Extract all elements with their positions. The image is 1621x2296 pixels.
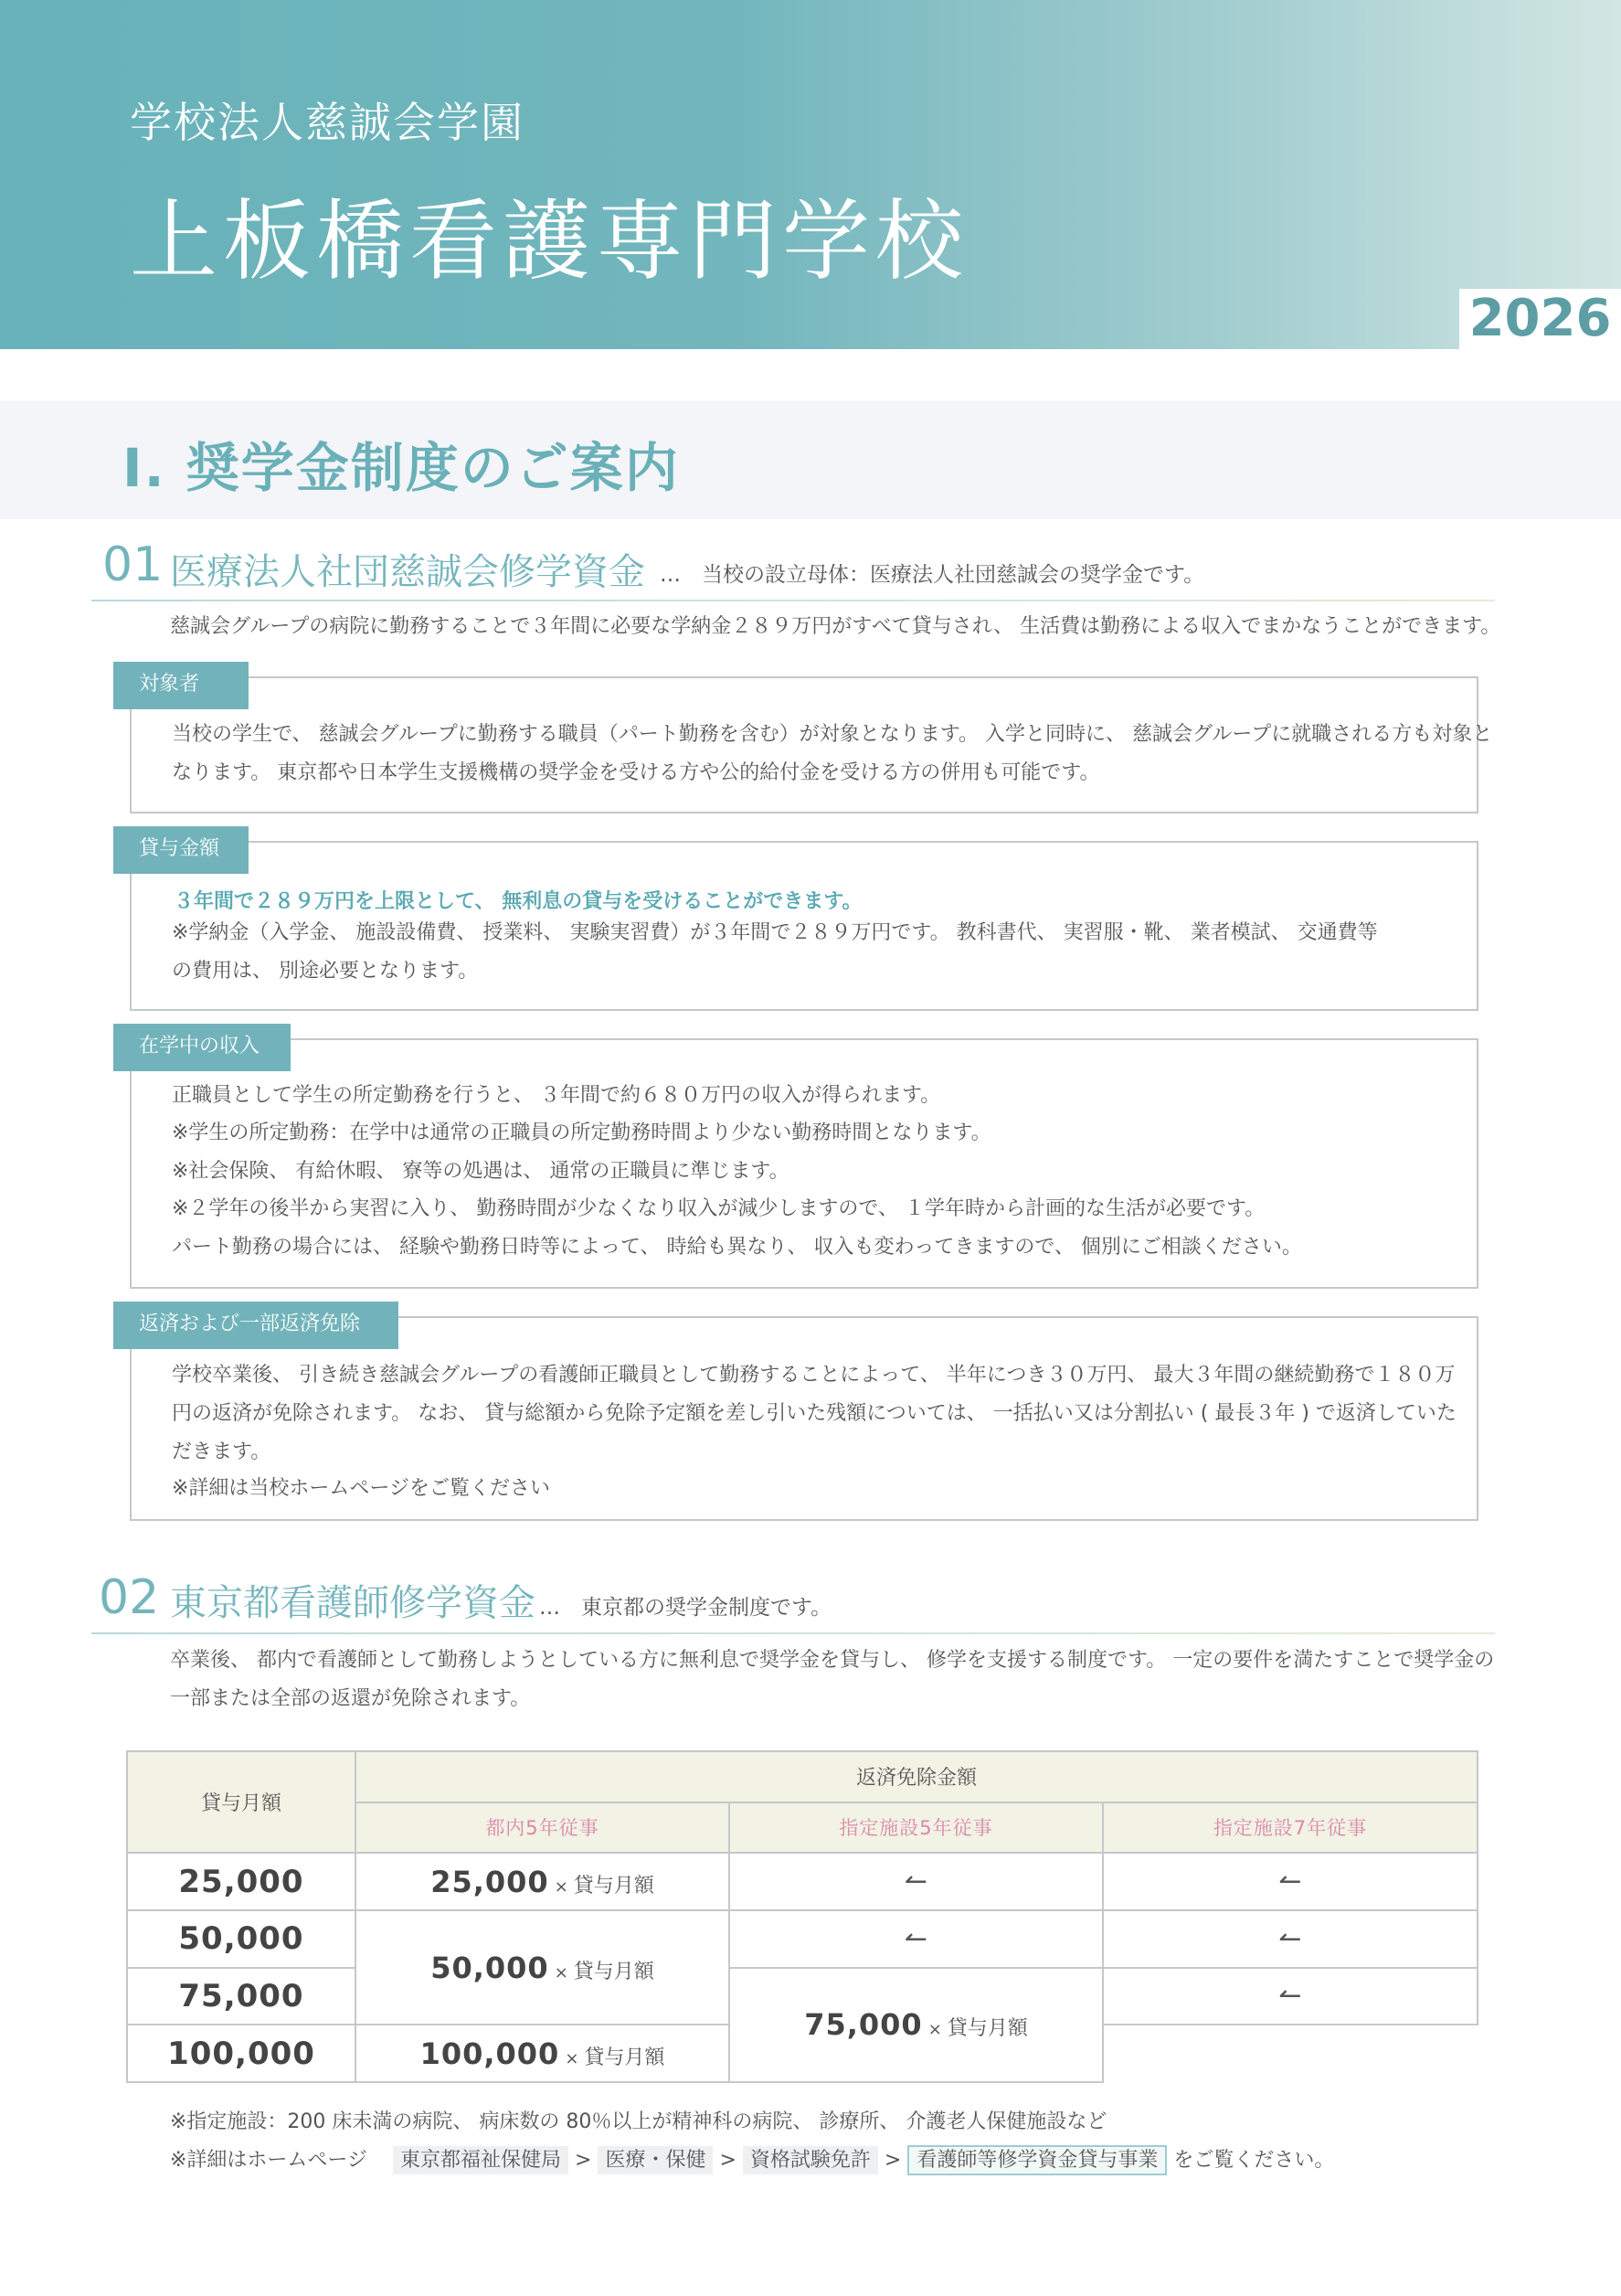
detail-prefix: ※詳細はホームページ <box>170 2149 367 2172</box>
formula-unit: 貸与月額 <box>573 1874 654 1897</box>
breadcrumb-separator: > <box>884 2149 902 2172</box>
loan-amount-highlight: ３年間で２８９万円を上限として、 無利息の貸与を受けることができます。 <box>174 890 863 913</box>
formula-amount: 50,000 <box>430 1950 549 1985</box>
ditto-mark <box>729 1910 1103 1968</box>
subsection-number-02: 02 <box>99 1570 160 1625</box>
eligibility-line: なります。 東京都や日本学生支援機構の奨学金を受ける方や公的給付金を受ける方の併用も可能です。 <box>172 761 1100 784</box>
ditto-arrow-icon: ↼ <box>1278 1866 1302 1898</box>
subsection-rule-02 <box>91 1632 1495 1634</box>
monthly-amount: 50,000 <box>127 1910 355 1968</box>
breadcrumb-separator: > <box>575 2149 592 2172</box>
formula-amount: 100,000 <box>419 2036 560 2071</box>
repayment-line: だきます。 <box>172 1440 271 1463</box>
header-facility-7yr: 指定施設7年従事 <box>1103 1802 1478 1854</box>
eligibility-line: 当校の学生で、 慈誠会グループに勤務する職員（パート勤務を含む）が対象となります。 入学と同時に、 慈誠会グループに就職される方も対象と <box>172 723 1493 746</box>
income-line: ※社会保険、 有給休暇、 寮等の処遇は、 通常の正職員に準じます。 <box>172 1160 789 1183</box>
loan-amount-line: の費用は、 別途必要となります。 <box>172 960 479 983</box>
income-line: 正職員として学生の所定勤務を行うと、 ３年間で約６８０万円の収入が得られます。 <box>172 1084 941 1107</box>
breadcrumb-item[interactable]: 医療・保健 <box>598 2146 713 2174</box>
breadcrumb-separator: > <box>719 2149 736 2172</box>
ditto-arrow-icon: ↼ <box>1278 1980 1302 2013</box>
income-line: パート勤務の場合には、 経験や勤務日時等によって、 時給も異なり、 収入も変わってきますので、 個別にご相談ください。 <box>172 1236 1302 1259</box>
repayment-tag: 返済および一部返済免除 <box>113 1302 398 1349</box>
section-title: Ⅰ. 奨学金制度のご案内 <box>122 437 680 499</box>
header-monthly-loan: 貸与月額 <box>127 1751 355 1853</box>
repayment-line: ※詳細は当校ホームページをご覧ください <box>172 1477 550 1500</box>
exemption-table <box>126 1750 1478 2083</box>
detail-suffix: をご覧ください。 <box>1173 2149 1335 2172</box>
breadcrumb-current[interactable]: 看護師等修学資金貸与事業 <box>907 2145 1167 2175</box>
subsection-title-02: 東京都看護師修学資金 <box>170 1582 535 1624</box>
breadcrumb-item[interactable]: 東京都福祉保健局 <box>393 2146 568 2174</box>
year-badge: 2026 <box>1459 289 1621 349</box>
repayment-line: 学校卒業後、 引き続き慈誠会グループの看護師正職員として勤務することによって、 半年につき３０万円、 最大３年間の継続勤務で１８０万 <box>172 1364 1456 1387</box>
exemption-formula <box>355 1910 729 2025</box>
ditto-mark <box>729 1853 1103 1910</box>
loan-amount-line: ※学納金（入学金、 施設設備費、 授業料、 実験実習費）が３年間で２８９万円です。 教科書代、 実習服・靴、 業者模試、 交通費等 <box>172 921 1378 944</box>
header-exemption-amount: 返済免除金額 <box>355 1751 1478 1802</box>
ditto-arrow-icon: ↼ <box>904 1866 928 1898</box>
monthly-amount: 100,000 <box>127 2025 355 2082</box>
loan-amount-tag: 貸与金額 <box>113 826 249 874</box>
times-symbol: × <box>565 2048 579 2068</box>
ditto-arrow-icon: ↼ <box>1278 1922 1302 1955</box>
ditto-mark <box>1103 1910 1478 1968</box>
intro-02-line: 一部または全部の返還が免除されます。 <box>170 1687 531 1710</box>
repayment-line: 円の返済が免除されます。 なお、 貸与総額から免除予定額を差し引いた残額については、 一括払い又は分割払い ( 最長３年 ) で返済していた <box>172 1402 1457 1425</box>
times-symbol: × <box>554 1962 568 1982</box>
facility-note: ※指定施設：200 床未満の病院、 病床数の 80％以上が精神科の病院、 診療所、 介護老人保健施設など <box>170 2110 1107 2133</box>
intro-02-line: 卒業後、 都内で看護師として勤務しようとしている方に無利息で奨学金を貸与し、 修学を支援する制度です。 一定の要件を満たすことで奨学金の <box>170 1649 1495 1672</box>
formula-unit: 貸与月額 <box>584 2046 665 2069</box>
ditto-mark <box>1103 1968 1478 2025</box>
income-line: ※学生の所定勤務：在学中は通常の正職員の所定勤務時間より少ない勤務時間となります。 <box>172 1121 991 1144</box>
detail-note <box>170 2144 1334 2173</box>
exemption-formula <box>355 2025 729 2082</box>
subsection-title-01: 医療法人社団慈誠会修学資金 <box>170 551 645 593</box>
exemption-formula <box>355 1853 729 1910</box>
subsection-desc-02: … 東京都の奨学金制度です。 <box>539 1596 832 1620</box>
intro-01: 慈誠会グループの病院に勤務することで３年間に必要な学納金２８９万円がすべて貸与され、 生活費は勤務による収入でまかなうことができます。 <box>170 615 1501 638</box>
income-tag: 在学中の収入 <box>113 1024 291 1071</box>
formula-unit: 貸与月額 <box>947 2017 1028 2041</box>
subsection-desc-01: … 当校の設立母体：医療法人社団慈誠会の奨学金です。 <box>660 563 1205 587</box>
eligibility-tag: 対象者 <box>113 662 249 709</box>
org-name: 学校法人慈誠会学園 <box>130 98 524 147</box>
formula-unit: 貸与月額 <box>573 1960 654 1983</box>
ditto-arrow-icon: ↼ <box>904 1922 928 1955</box>
times-symbol: × <box>554 1876 568 1897</box>
income-line: ※２学年の後半から実習に入り、 勤務時間が少なくなり収入が減少しますので、 １学年時から計画的な生活が必要です。 <box>172 1197 1266 1220</box>
exemption-formula <box>729 1968 1103 2082</box>
breadcrumb-item[interactable]: 資格試験免許 <box>743 2146 878 2174</box>
header-facility-5yr: 指定施設5年従事 <box>729 1802 1103 1854</box>
formula-amount: 25,000 <box>430 1864 549 1899</box>
formula-amount: 75,000 <box>804 2007 923 2043</box>
monthly-amount: 75,000 <box>127 1968 355 2025</box>
monthly-amount: 25,000 <box>127 1853 355 1910</box>
header-tokyo-5yr: 都内5年従事 <box>355 1802 729 1854</box>
subsection-rule-01 <box>91 600 1495 601</box>
ditto-mark <box>1103 1853 1478 1910</box>
school-name: 上板橋看護専門学校 <box>130 190 969 292</box>
times-symbol: × <box>927 2020 942 2040</box>
subsection-number-01: 01 <box>102 537 164 592</box>
